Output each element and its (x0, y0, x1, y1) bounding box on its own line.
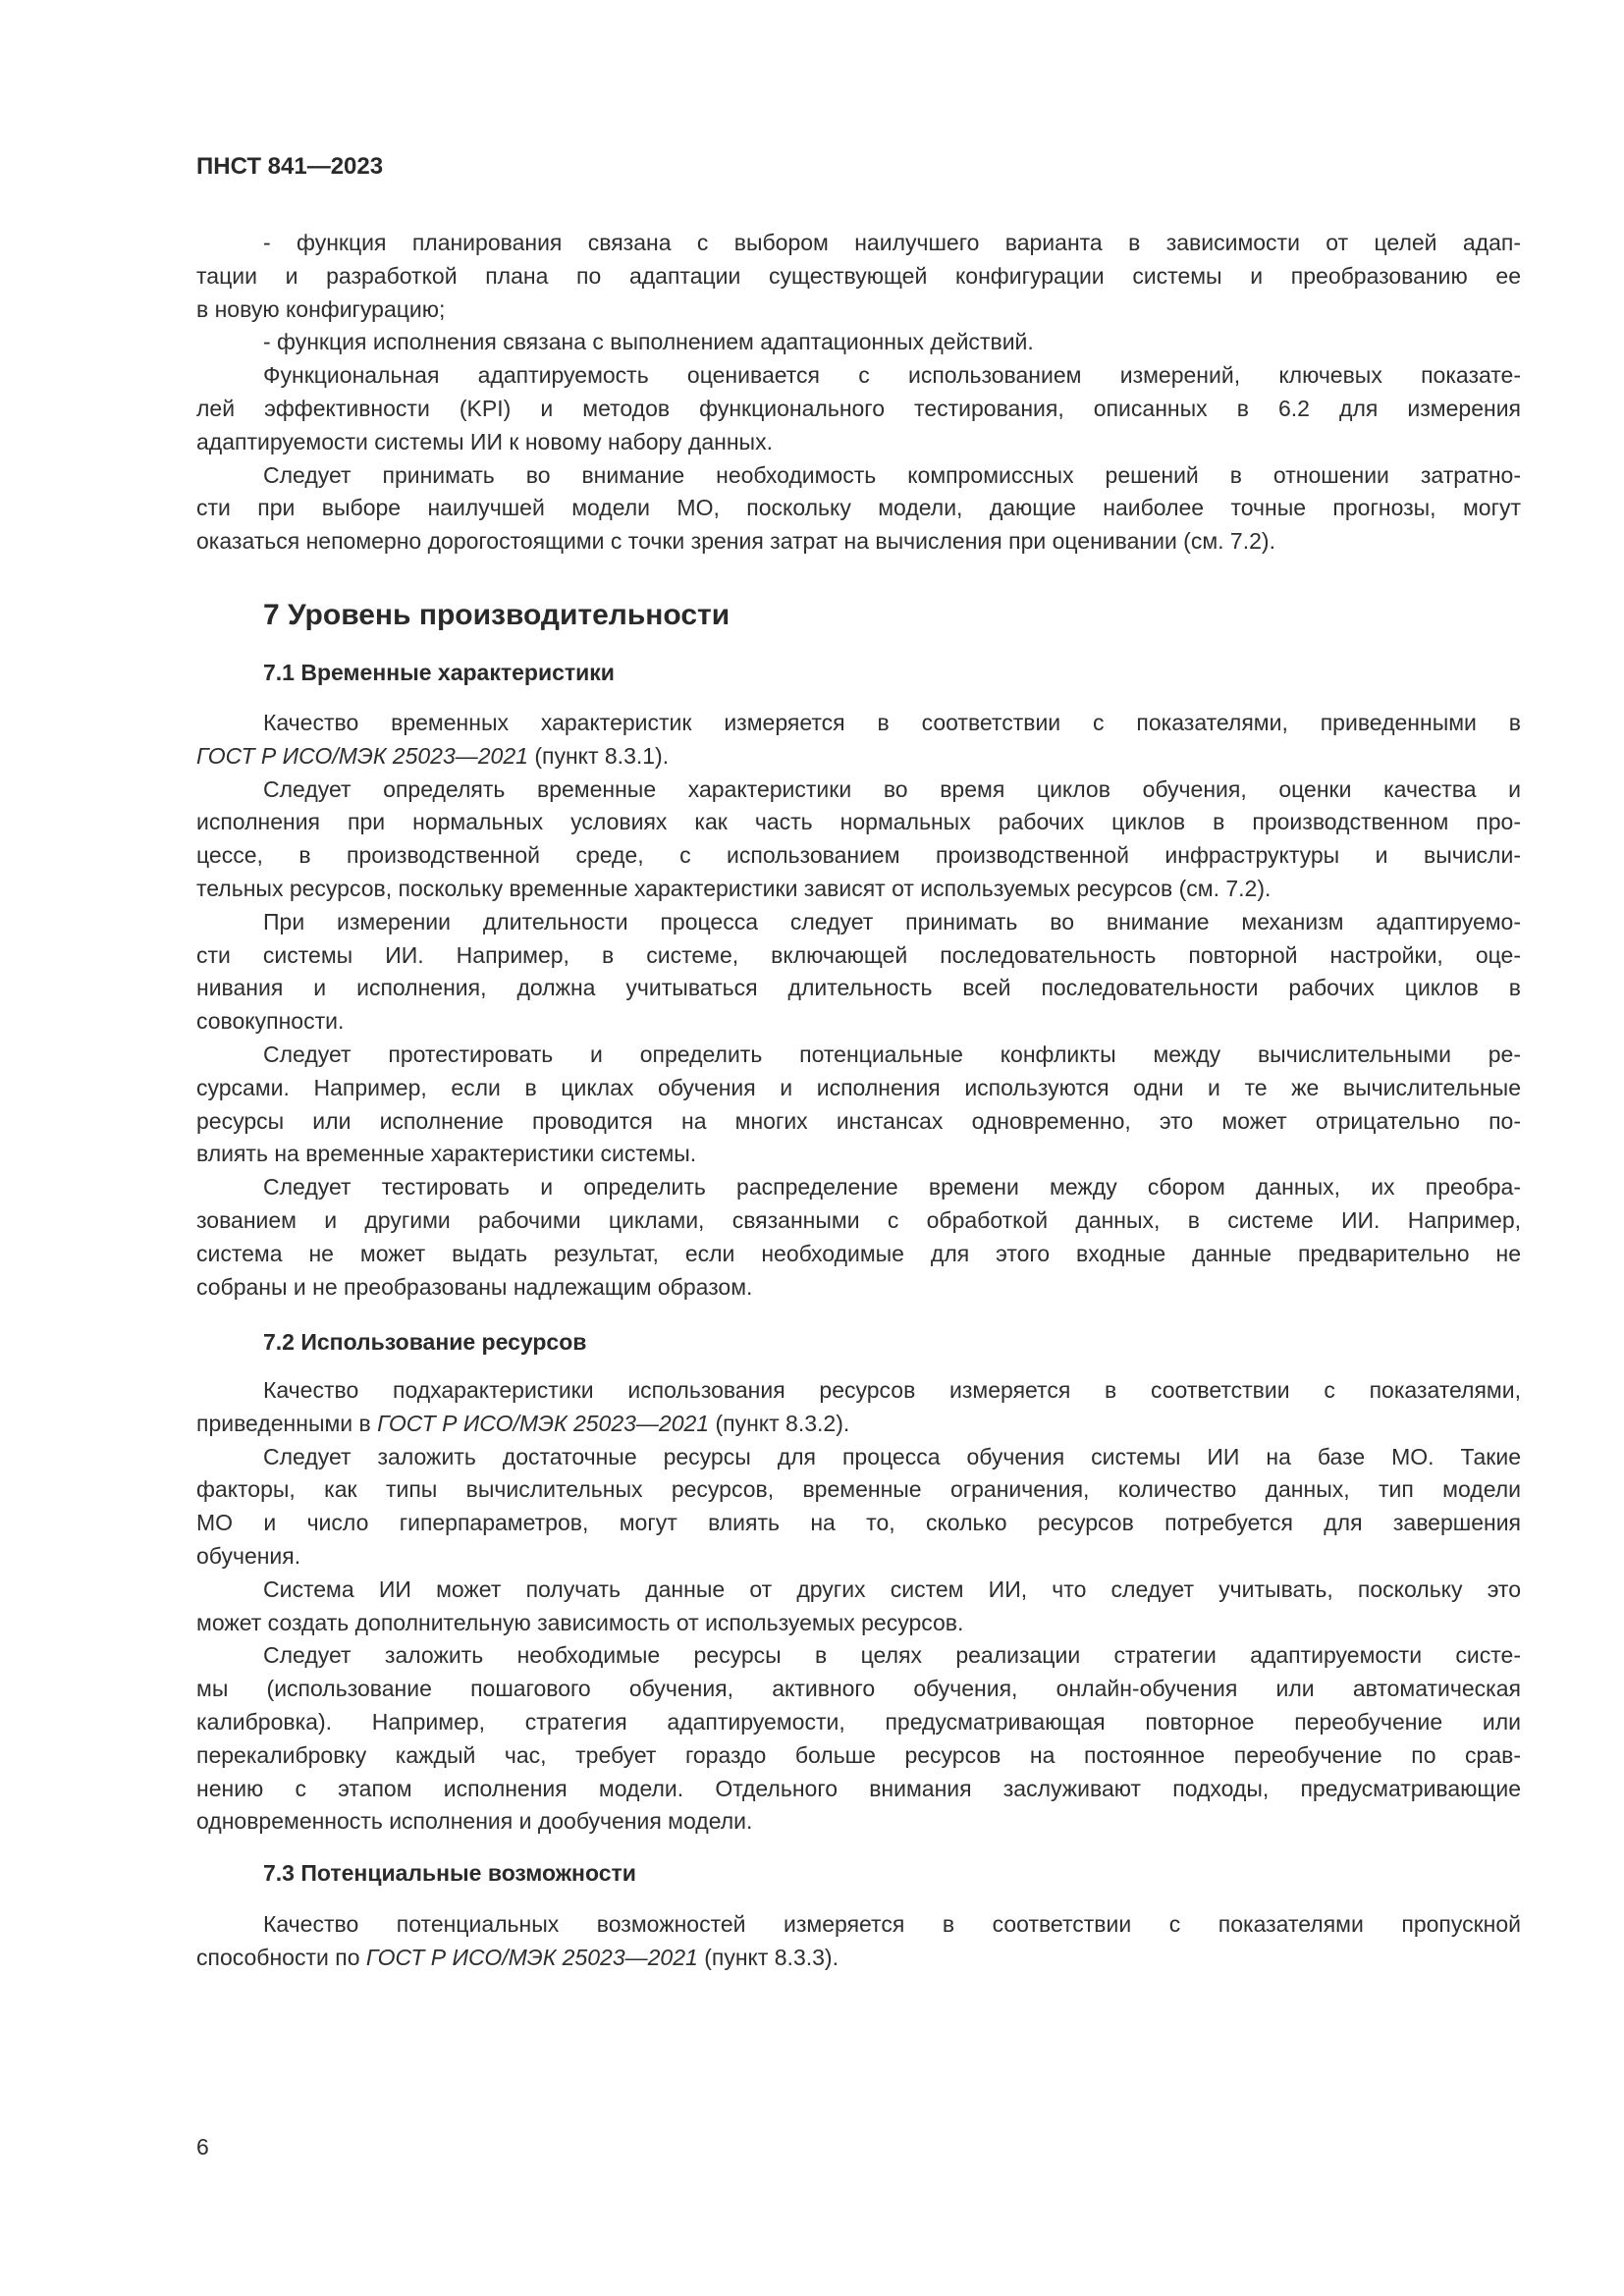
section-heading-7: 7 Уровень производительности (263, 599, 731, 631)
text-line: перекалибровку каждый час, требует гораздо больше ресурсов на постоянное переобучение по срав- (196, 1741, 1521, 1768)
paragraph (196, 1441, 1521, 1574)
standard-reference: ГОСТ Р ИСО/МЭК 25023—2021 (365, 1944, 698, 1970)
text-line: влиять на временные характеристики системы. (196, 1141, 697, 1167)
text-line: ресурсы или исполнение проводится на многих инстансах одновременно, это может отрицательно по- (196, 1107, 1521, 1134)
text-line: лей эффективности (KPI) и методов функционального тестирования, описанных в 6.2 для измерения (196, 395, 1521, 421)
text-line: Следует заложить необходимые ресурсы в целях реализации стратегии адаптируемости систе- (263, 1642, 1521, 1669)
text-line: калибровка). Например, стратегия адаптируемости, предусматривающая повторное переобучение или (196, 1708, 1521, 1735)
text-line: может создать дополнительную зависимость от используемых ресурсов. (196, 1609, 964, 1635)
text-line: обучения. (196, 1542, 301, 1569)
text-line: Следует принимать во внимание необходимость компромиссных решений в отношении затратно- (263, 461, 1521, 488)
text-segment: (пункт 8.3.2). (709, 1410, 850, 1436)
text-line: тации и разработкой плана по адаптации существующей конфигурации системы и преобразованию ее (196, 262, 1521, 289)
text-line (196, 1408, 1521, 1441)
text-line (196, 740, 1521, 774)
section-heading-7-3: 7.3 Потенциальные возможности (263, 1860, 636, 1886)
paragraph (196, 227, 1521, 326)
text-line: Следует протестировать и определить потенциальные конфликты между вычислительными ре- (263, 1041, 1521, 1067)
text-line: Следует тестировать и определить распределение времени между сбором данных, их преобра- (263, 1174, 1521, 1201)
text-line: система не может выдать результат, если необходимые для этого входные данные предварительно не (196, 1240, 1521, 1266)
text-line: адаптируемости системы ИИ к новому набору данных. (196, 428, 773, 454)
section-7-1-text (196, 707, 1521, 1304)
text-line: нению с этапом исполнения модели. Отдельного внимания заслуживают подходы, предусматривающие (196, 1775, 1521, 1801)
text-line: мы (использование пошагового обучения, активного обучения, онлайн-обучения или автоматическая (196, 1676, 1521, 1702)
text-segment: приведенными в (196, 1410, 378, 1436)
text-line: Качество потенциальных возможностей измеряется в соответствии с показателями пропускной (263, 1911, 1521, 1937)
text-line: - функция планирования связана с выбором наилучшего варианта в зависимости от целей адап- (263, 230, 1521, 255)
paragraph (196, 1908, 1521, 1975)
text-line: цессе, в производственной среде, с использованием производственной инфраструктуры и вычисли- (196, 842, 1521, 869)
text-line: оказаться непомерно дорогостоящими с точки зрения затрат на вычисления при оценивании (см. 7.2). (196, 528, 1275, 555)
paragraph (196, 707, 1521, 774)
text-line: Следует определять временные характеристики во время циклов обучения, оценки качества и (263, 775, 1521, 802)
page-number: 6 (196, 2134, 209, 2160)
paragraph (196, 1574, 1521, 1640)
paragraph (196, 906, 1521, 1039)
paragraph (196, 1639, 1521, 1839)
text-line: зованием и другими рабочими циклами, связанными с обработкой данных, в системе ИИ. Например, (196, 1206, 1521, 1233)
standard-reference: ГОСТ Р ИСО/МЭК 25023—2021 (196, 742, 528, 769)
text-line: в новую конфигурацию; (196, 295, 446, 322)
text-segment: способности по (196, 1944, 366, 1970)
text-line: При измерении длительности процесса следует принимать во внимание механизм адаптируемо- (263, 908, 1521, 934)
section-heading-7-1: 7.1 Временные характеристики (263, 660, 615, 685)
text-line: собраны и не преобразованы надлежащим образом. (196, 1273, 753, 1300)
text-segment: (пункт 8.3.3). (697, 1944, 839, 1970)
text-line: факторы, как типы вычислительных ресурсов, временные ограничения, количество данных, тип модели (196, 1476, 1521, 1503)
document-header: ПНСТ 841—2023 (196, 153, 384, 180)
text-line (196, 1942, 1521, 1975)
text-line: Следует заложить достаточные ресурсы для процесса обучения системы ИИ на базе МО. Такие (263, 1443, 1521, 1469)
text-line: нивания и исполнения, должна учитываться длительность всей последовательности рабочих циклов в (196, 975, 1521, 1001)
text-line: исполнения при нормальных условиях как часть нормальных рабочих циклов в производственном про- (196, 809, 1521, 835)
section-7-2-text (196, 1374, 1521, 1839)
text-line: - функция исполнения связана с выполнением адаптационных действий. (263, 329, 1034, 355)
text-line: МО и число гиперпараметров, могут влиять на то, сколько ресурсов потребуется для завершения (196, 1510, 1521, 1536)
section-7-3-text (196, 1908, 1521, 1975)
text-line: одновременность исполнения и дообучения модели. (196, 1808, 753, 1835)
text-line: сти системы ИИ. Например, в системе, включающей последовательность повторной настройки, оце- (196, 941, 1521, 968)
paragraph (196, 1171, 1521, 1304)
text-line: тельных ресурсов, поскольку временные характеристики зависят от используемых ресурсов (см. 7.2). (196, 875, 1272, 901)
text-line: Система ИИ может получать данные от других систем ИИ, что следует учитывать, поскольку это (263, 1575, 1521, 1602)
intro-text-block (196, 227, 1521, 559)
paragraph (196, 1374, 1521, 1441)
text-line: Качество подхарактеристики использования ресурсов измеряется в соответствии с показателями, (263, 1377, 1521, 1403)
paragraph (196, 1039, 1521, 1171)
text-line: сти при выборе наилучшей модели МО, поскольку модели, дающие наиболее точные прогнозы, могут (196, 495, 1521, 521)
text-line: совокупности. (196, 1008, 345, 1035)
standard-reference: ГОСТ Р ИСО/МЭК 25023—2021 (377, 1410, 710, 1436)
paragraph (196, 459, 1521, 559)
paragraph (196, 359, 1521, 458)
text-line: сурсами. Например, если в циклах обучения и исполнения используются одни и те же вычислительные (196, 1074, 1521, 1100)
section-heading-7-2: 7.2 Использование ресурсов (263, 1329, 587, 1355)
paragraph (196, 326, 1521, 359)
text-segment: (пункт 8.3.1). (527, 742, 670, 769)
paragraph (196, 774, 1521, 906)
text-line: Качество временных характеристик измеряется в соответствии с показателями, приведенными в (263, 710, 1521, 735)
text-line: Функциональная адаптируемость оценивается с использованием измерений, ключевых показате- (263, 362, 1521, 389)
